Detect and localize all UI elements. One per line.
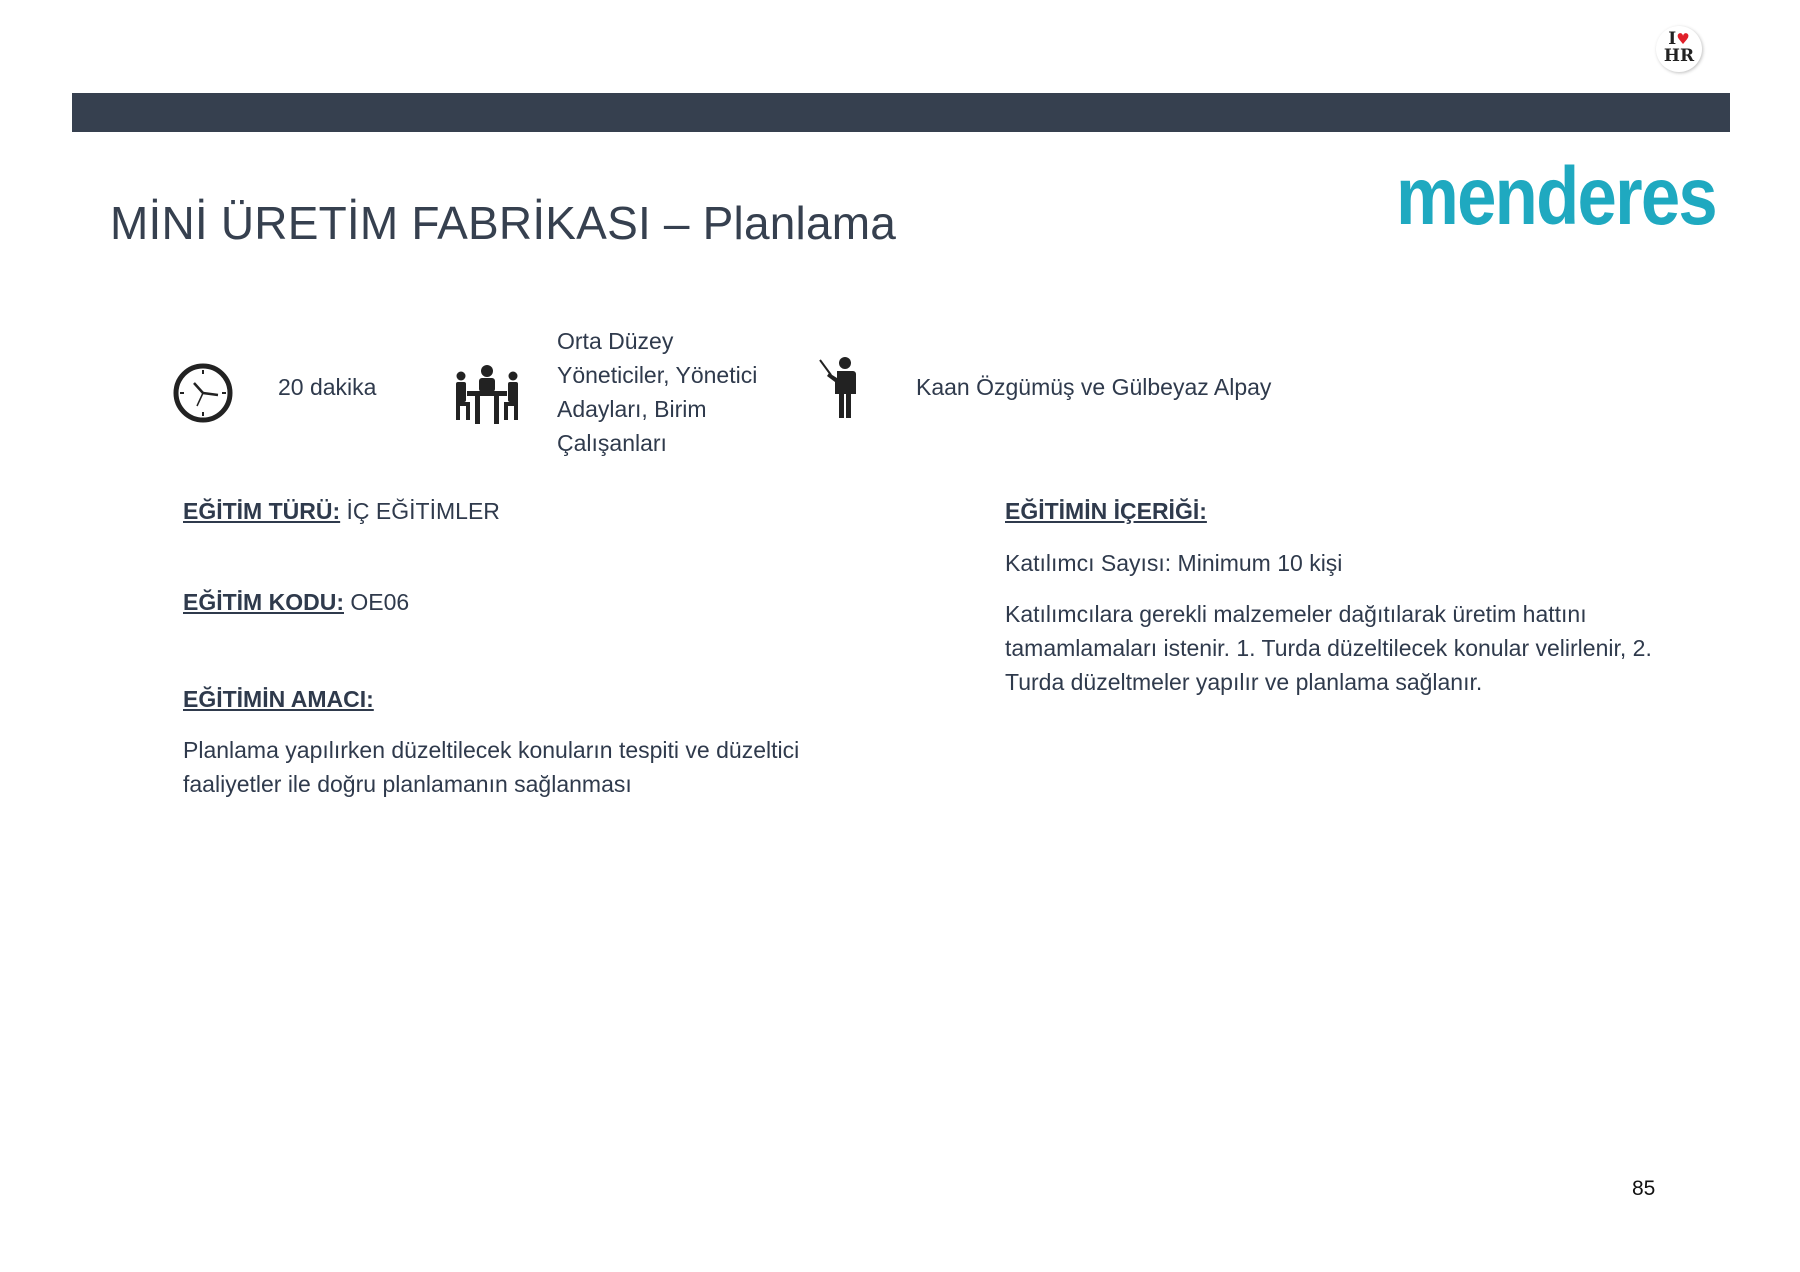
audience-line: Orta Düzey: [557, 328, 674, 354]
audience-line: Adayları, Birim: [557, 396, 707, 422]
training-code-value: OE06: [344, 589, 410, 615]
clock-icon: [172, 362, 234, 424]
page-title: MİNİ ÜRETİM FABRİKASI – Planlama: [110, 197, 897, 249]
duration-text: 20 dakika: [278, 374, 377, 400]
presenter-icon: [818, 356, 862, 420]
badge-hr: HR: [1663, 46, 1695, 66]
content-line: Katılımcılara gerekli malzemeler dağıtılarak üretim hattını: [1005, 601, 1587, 627]
purpose-line: Planlama yapılırken düzeltilecek konuların tespiti ve düzeltici: [183, 737, 800, 763]
heart-icon: ♥: [1676, 30, 1690, 48]
badge-i: I: [1668, 29, 1677, 49]
training-code: [183, 585, 409, 619]
trainers-text: Kaan Özgümüş ve Gülbeyaz Alpay: [916, 374, 1272, 400]
training-content-label: EĞİTİMİN İÇERİĞİ:: [1005, 498, 1207, 524]
purpose-line: faaliyetler ile doğru planlamanın sağlanması: [183, 771, 632, 797]
training-purpose-text: [183, 733, 799, 801]
training-content-text: [1005, 597, 1652, 699]
header-bar: [72, 93, 1730, 132]
page-number: 85: [1632, 1177, 1656, 1200]
meeting-icon: [455, 363, 519, 425]
participants-text: Katılımcı Sayısı: Minimum 10 kişi: [1005, 550, 1343, 576]
training-purpose-label: EĞİTİMİN AMACI:: [183, 686, 374, 712]
menderes-logo: [1392, 152, 1724, 242]
logo-text: menderes: [1396, 151, 1716, 242]
audience-line: Yöneticiler, Yönetici: [557, 362, 758, 388]
training-type-value: İÇ EĞİTİMLER: [340, 498, 500, 524]
audience-line: Çalışanları: [557, 430, 667, 456]
i-love-hr-badge: [1656, 26, 1702, 72]
training-type: [183, 494, 500, 528]
training-type-label: EĞİTİM TÜRÜ:: [183, 498, 341, 524]
audience-text: [557, 324, 757, 460]
content-line: Turda düzeltmeler yapılır ve planlama sağlanır.: [1005, 669, 1483, 695]
training-code-label: EĞİTİM KODU:: [183, 589, 344, 615]
content-line: tamamlamaları istenir. 1. Turda düzeltilecek konular velirlenir, 2.: [1005, 635, 1652, 661]
